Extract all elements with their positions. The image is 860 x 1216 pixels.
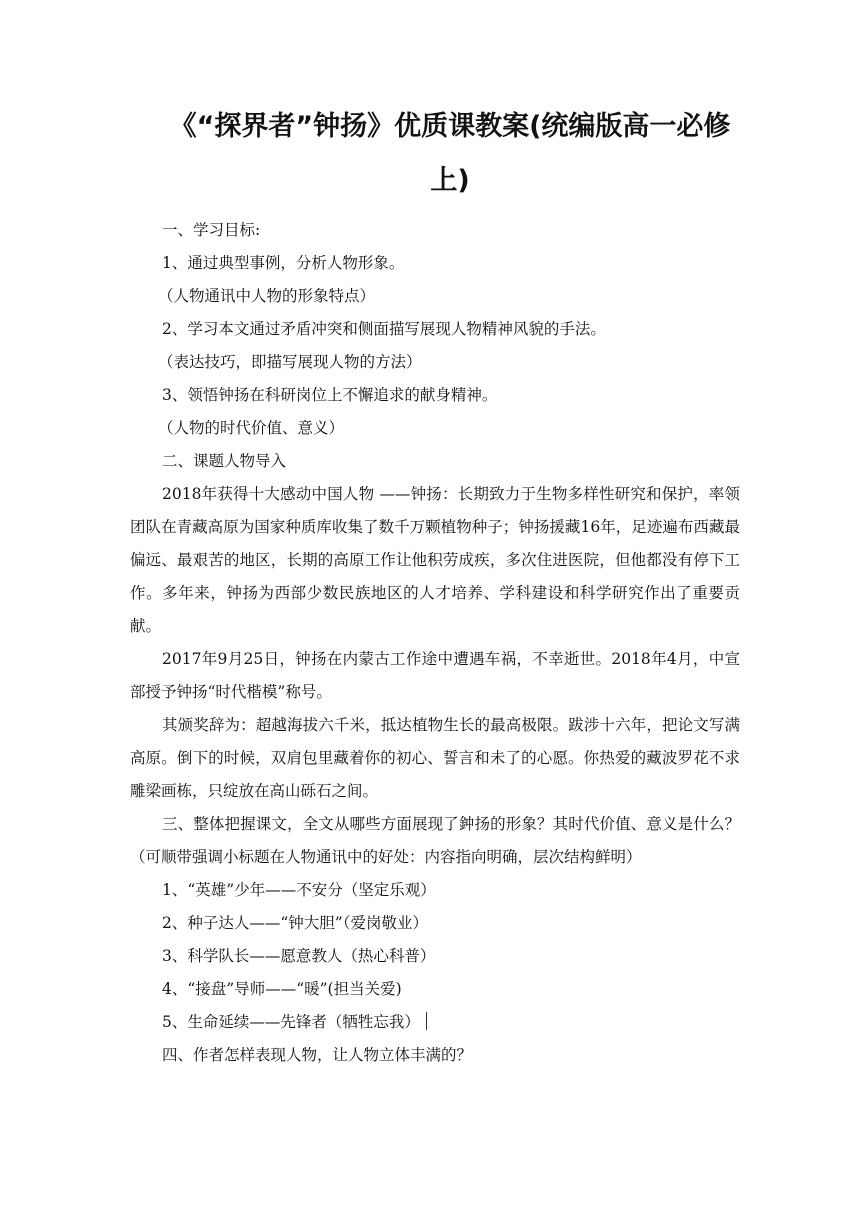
objective-item-1: 1、通过典型事例，分析人物形象。 <box>162 254 405 272</box>
document-title: 《“探界者”钟扬》优质课教案(统编版高一必修上) <box>169 111 731 196</box>
overview-item-5-row[interactable] <box>130 1006 740 1039</box>
section-heading-technique: 四、作者怎样表现人物，让人物立体丰满的？ <box>162 1046 473 1064</box>
overview-item-3: 3、科学队长——愿意教人（热心科普） <box>162 947 436 965</box>
objective-note-1: （人物通讯中人物的形象特点） <box>158 287 376 305</box>
intro-paragraph-2: 2017年9月25日，钟扬在内蒙古工作途中遭遇车祸，不幸逝世。2018年4月，中宣部授予钟扬“时代楷模”称号。 <box>130 650 740 701</box>
objective-item-3: 3、领悟钟扬在科研岗位上不懈追求的献身精神。 <box>162 386 498 404</box>
section-heading-objectives: 一、学习目标: <box>162 221 261 239</box>
overview-item-1: 1、“英雄”少年——不安分（坚定乐观） <box>162 881 436 899</box>
objective-item-2: 2、学习本文通过矛盾冲突和侧面描写展现人物精神风貌的手法。 <box>162 320 606 338</box>
overview-item-4: 4、“接盘”导师——“暖”(担当关爱) <box>162 980 402 998</box>
objective-note-3: （人物的时代价值、意义） <box>158 419 345 437</box>
intro-paragraph-1: 2018年获得十大感动中国人物 ——钟扬：长期致力于生物多样性研究和保护，率领团队在青藏高原为国家种质库收集了数千万颗植物种子；钟扬援藏16年，足迹遍布西藏最偏远、最艰苦的地区，长期的高原工作让他积劳成疾，多次住进医院，但他都没有停下工作。多年来，钟扬为西部少数民族地区的人才培养、学科建设和科学研究作出了重要贡献。 <box>130 485 740 635</box>
overview-item-5: 5、生命延续——先锋者（牺牲忘我） <box>162 1013 420 1031</box>
objective-note-2: （表达技巧，即描写展现人物的方法） <box>158 353 422 371</box>
section-overview-paragraph: 三、整体把握课文，全文从哪些方面展现了鈡扬的形象？其时代价值、意义是什么？（可顺带强调小标题在人物通讯中的好处：内容指向明确，层次结构鲜明） <box>130 815 740 866</box>
overview-item-2: 2、种子达人——“钟大胆”（爱岗敬业） <box>162 914 428 932</box>
section-heading-intro: 二、课题人物导入 <box>162 452 287 470</box>
text-cursor <box>426 1012 427 1030</box>
intro-paragraph-3: 其颁奖辞为：超越海拔六千米，抵达植物生长的最高极限。跋涉十六年，把论文写满高原。倒下的时候，双肩包里藏着你的初心、誓言和未了的心愿。你热爱的藏波罗花不求雕梁画栋，只绽放在高山砾石之间。 <box>130 716 740 800</box>
